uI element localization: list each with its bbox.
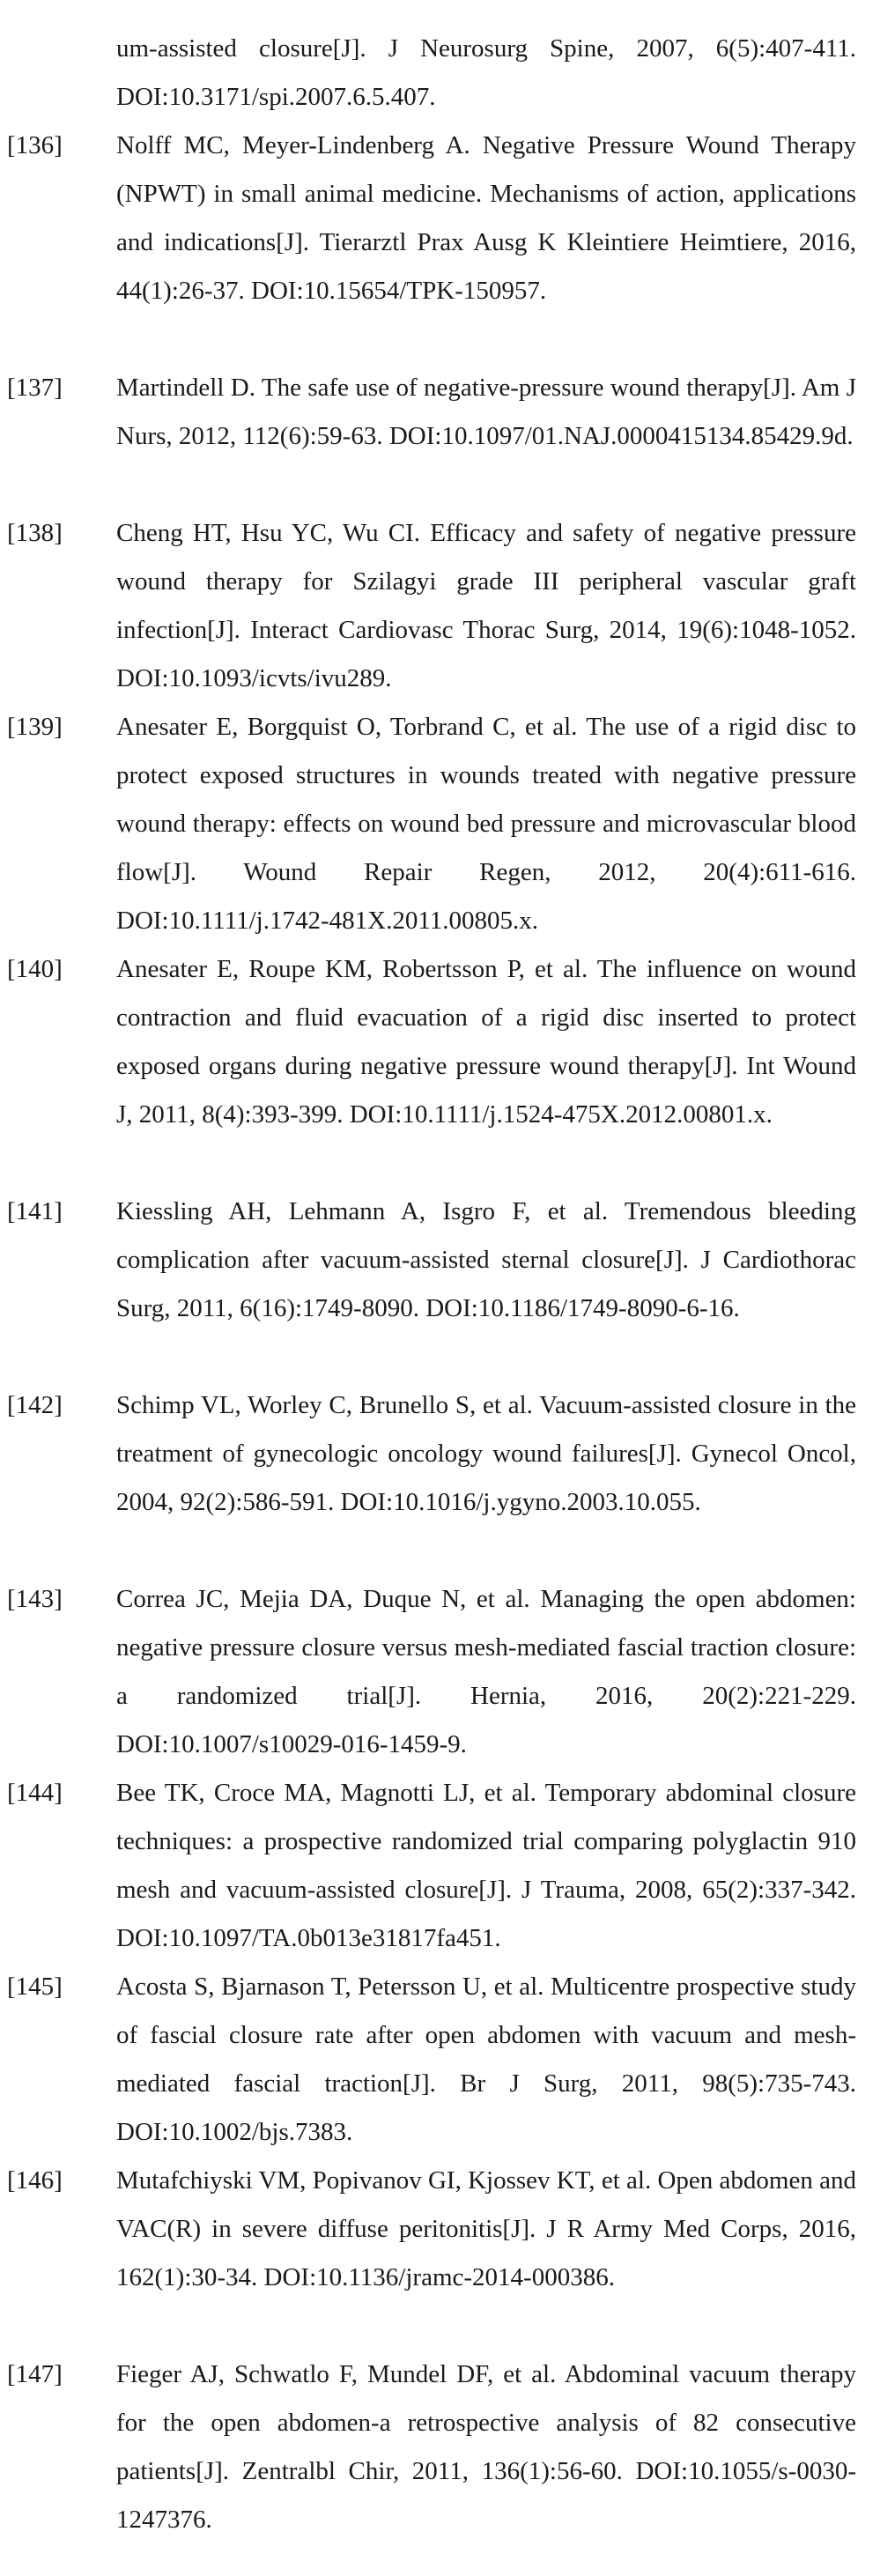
reference-number: [137]	[7, 374, 63, 402]
reference-number: [141]	[7, 1197, 63, 1225]
reference-number: [142]	[7, 1391, 63, 1419]
reference-text: Fieger AJ, Schwatlo F, Mundel DF, et al. Abdominal vacuum therapy for the open abdomen-a retrospective analysis of 82 consecutive patients[J]. Zentralbl Chir, 2011, 136(1):56-60. DOI:10.1055/s-0030-1247376.	[116, 2360, 856, 2534]
reference-text: Acosta S, Bjarnason T, Petersson U, et al. Multicentre prospective study of fascial closure rate after open abdomen with vacuum and mesh-mediated fascial traction[J]. Br J Surg, 2011, 98(5):735-743. DOI:10.1002/bjs.7383.	[116, 1973, 856, 2146]
reference-text: Martindell D. The safe use of negative-pressure wound therapy[J]. Am J Nurs, 2012, 112(6):59-63. DOI:10.1097/01.NAJ.0000415134.85429.9d.	[116, 374, 856, 450]
reference-text: Cheng HT, Hsu YC, Wu CI. Efficacy and safety of negative pressure wound therapy for Szilagyi grade III peripheral vascular graft infection[J]. Interact Cardiovasc Thorac Surg, 2014, 19(6):1048-1052. DOI:10.1093/icvts/ivu289.	[116, 519, 856, 692]
reference-text: Anesater E, Borgquist O, Torbrand C, et al. The use of a rigid disc to protect exposed structures in wounds treated with negative pressure wound therapy: effects on wound bed pressure and microvascular blood flow[J]. Wound Repair Regen, 2012, 20(4):611-616. DOI:10.1111/j.1742-481X.2011.00805.x.	[116, 713, 856, 935]
reference-number: [140]	[7, 955, 63, 983]
reference-number: [147]	[7, 2360, 63, 2388]
reference-number: [139]	[7, 713, 63, 741]
reference-text: Kiessling AH, Lehmann A, Isgro F, et al. Tremendous bleeding complication after vacuum-assisted sternal closure[J]. J Cardiothorac Surg, 2011, 6(16):1749-8090. DOI:10.1186/1749-8090-6-16.	[116, 1197, 856, 1322]
reference-text: Nolff MC, Meyer-Lindenberg A. Negative Pressure Wound Therapy (NPWT) in small animal medicine. Mechanisms of action, applications and indications[J]. Tierarztl Prax Ausg K Kleintiere Heimtiere, 2016, 44(1):26-37. DOI:10.15654/TPK-150957.	[116, 131, 856, 305]
reference-number: [138]	[7, 519, 63, 547]
reference-number: [146]	[7, 2166, 63, 2195]
reference-text: Bee TK, Croce MA, Magnotti LJ, et al. Temporary abdominal closure techniques: a prospective randomized trial comparing polyglactin 910 mesh and vacuum-assisted closure[J]. J Trauma, 2008, 65(2):337-342. DOI:10.1097/TA.0b013e31817fa451.	[116, 1779, 856, 1952]
reference-number: [144]	[7, 1779, 63, 1807]
reference-continuation-text: um-assisted closure[J]. J Neurosurg Spine, 2007, 6(5):407-411. DOI:10.3171/spi.2007.6.5.407.	[116, 34, 856, 111]
reference-text: Mutafchiyski VM, Popivanov GI, Kjossev KT, et al. Open abdomen and VAC(R) in severe diffuse peritonitis[J]. J R Army Med Corps, 2016, 162(1):30-34. DOI:10.1136/jramc-2014-000386.	[116, 2166, 856, 2291]
reference-text: Anesater E, Roupe KM, Robertsson P, et al. The influence on wound contraction and fluid evacuation of a rigid disc inserted to protect exposed organs during negative pressure wound therapy[J]. Int Wound J, 2011, 8(4):393-399. DOI:10.1111/j.1524-475X.2012.00801.x.	[116, 955, 856, 1129]
reference-number: [136]	[7, 131, 63, 159]
reference-number: [143]	[7, 1585, 63, 1613]
reference-text: Correa JC, Mejia DA, Duque N, et al. Managing the open abdomen: negative pressure closure versus mesh-mediated fascial traction closure: a randomized trial[J]. Hernia, 2016, 20(2):221-229. DOI:10.1007/s10029-016-1459-9.	[116, 1585, 856, 1758]
reference-text: Schimp VL, Worley C, Brunello S, et al. Vacuum-assisted closure in the treatment of gynecologic oncology wound failures[J]. Gynecol Oncol, 2004, 92(2):586-591. DOI:10.1016/j.ygyno.2003.10.055.	[116, 1391, 856, 1516]
reference-number: [145]	[7, 1973, 63, 2001]
